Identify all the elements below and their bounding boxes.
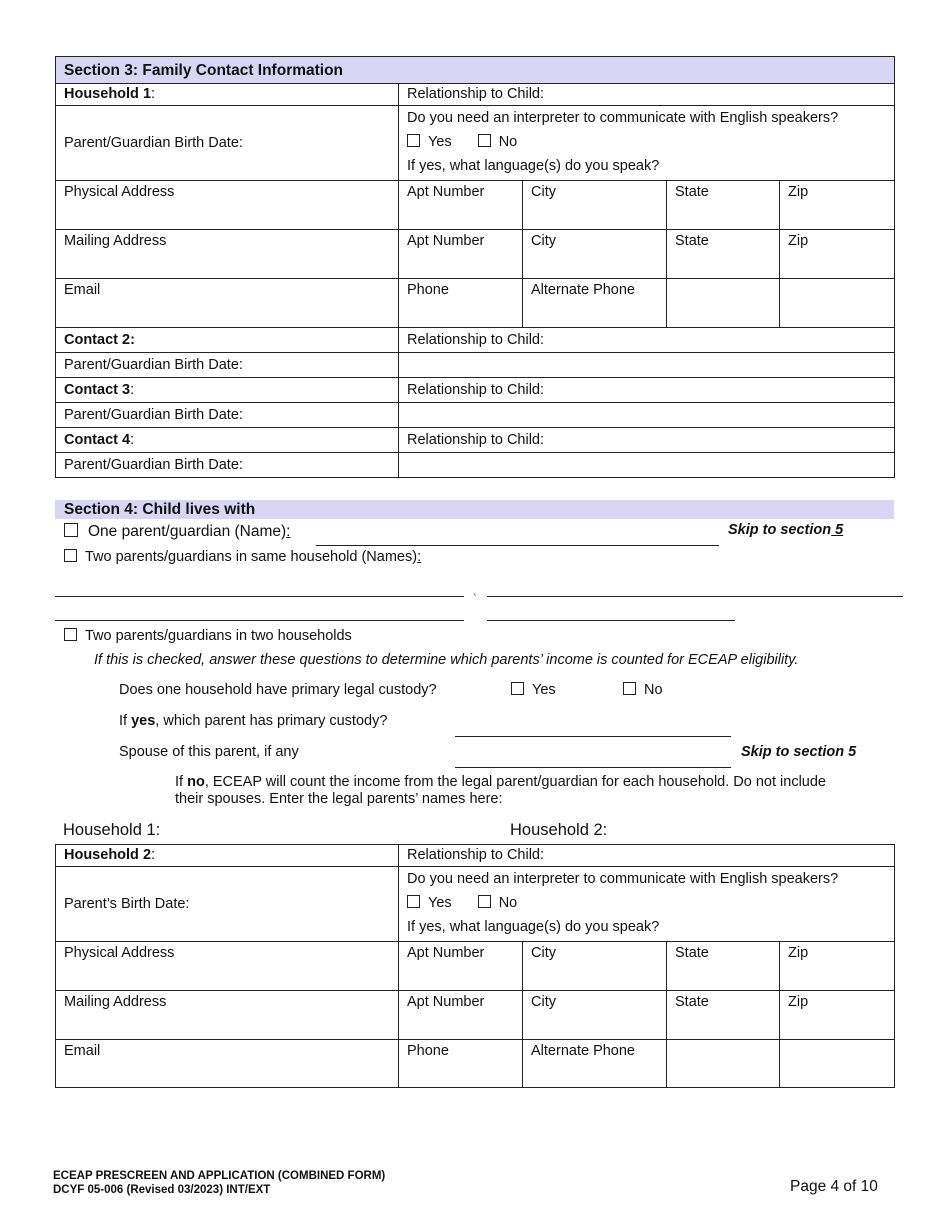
separator-mark: `	[473, 593, 477, 605]
household2-physical-address[interactable]: Physical Address	[56, 942, 399, 991]
interpreter-no-checkbox[interactable]	[478, 134, 491, 147]
contact3-relationship[interactable]: Relationship to Child:	[399, 378, 895, 403]
two-households-instructions: If this is checked, answer these questions to determine which parents’ income is counted for ECEAP eligibility.	[94, 652, 799, 668]
custody-yes-option	[511, 681, 556, 699]
household1-name-label[interactable]: Household 1:	[63, 821, 161, 839]
household1-mailing-apt[interactable]: Apt Number	[399, 230, 523, 279]
contact3-birth-date-field[interactable]	[399, 403, 895, 428]
household2-mailing-state[interactable]: State	[667, 991, 780, 1040]
household2-mailing-zip[interactable]: Zip	[780, 991, 895, 1040]
same-household-name3-line[interactable]	[55, 620, 464, 621]
household2-relationship[interactable]: Relationship to Child:	[399, 845, 895, 867]
language-question[interactable]: If yes, what language(s) do you speak?	[407, 158, 660, 174]
one-parent-checkbox[interactable]	[64, 523, 78, 537]
custody-question: Does one household have primary legal custody?	[119, 682, 437, 698]
page-number: Page 4 of 10	[790, 1178, 878, 1195]
skip-to-section5-link: Skip to section 5	[728, 522, 844, 538]
h2-interpreter-no-label: No	[498, 895, 518, 911]
household1-physical-state[interactable]: State	[667, 181, 780, 230]
household1-mailing-zip[interactable]: Zip	[780, 230, 895, 279]
one-parent-option: One parent/guardian (Name):	[64, 522, 290, 542]
household2-label: Household 2:	[56, 845, 399, 867]
custody-no-checkbox[interactable]	[623, 682, 636, 695]
h2-interpreter-yes-checkbox[interactable]	[407, 895, 420, 908]
same-household-name2-line[interactable]	[487, 596, 903, 597]
two-same-household-label: Two parents/guardians in same household (Names)	[85, 549, 418, 565]
household1-physical-zip[interactable]: Zip	[780, 181, 895, 230]
household1-physical-address[interactable]: Physical Address	[56, 181, 399, 230]
two-households-checkbox[interactable]	[64, 628, 77, 641]
contact2-birth-date[interactable]: Parent/Guardian Birth Date:	[56, 353, 399, 378]
household1-interpreter-cell	[399, 106, 895, 181]
one-parent-name-line[interactable]	[316, 545, 719, 546]
household2-physical-state[interactable]: State	[667, 942, 780, 991]
two-households-option	[64, 627, 352, 645]
household1-phone[interactable]: Phone	[399, 279, 523, 328]
contact2-relationship[interactable]: Relationship to Child:	[399, 328, 895, 353]
footer-form-title: ECEAP PRESCREEN AND APPLICATION (COMBINED FORM)	[53, 1170, 386, 1182]
household1-mailing-address[interactable]: Mailing Address	[56, 230, 399, 279]
same-household-name1-line[interactable]	[55, 596, 464, 597]
household2-phone[interactable]: Phone	[399, 1040, 523, 1088]
household2-table	[55, 844, 895, 1088]
two-households-label: Two parents/guardians in two households	[85, 628, 352, 644]
custody-no-option	[623, 681, 663, 699]
section4-title: Section 4: Child lives with	[55, 500, 894, 519]
if-no-instructions: If no, ECEAP will count the income from the legal parent/guardian for each household. Do not include their spouses. Enter the legal parents’ names here:	[175, 774, 826, 807]
household2-mailing-address[interactable]: Mailing Address	[56, 991, 399, 1040]
household1-label: Household 1:	[56, 84, 399, 106]
contact4-relationship[interactable]: Relationship to Child:	[399, 428, 895, 453]
household1-birth-date[interactable]: Parent/Guardian Birth Date:	[56, 106, 399, 181]
household2-mailing-apt[interactable]: Apt Number	[399, 991, 523, 1040]
contact4-birth-date[interactable]: Parent/Guardian Birth Date:	[56, 453, 399, 478]
household1-extra-cell-2[interactable]	[780, 279, 895, 328]
section3-title: Section 3: Family Contact Information	[56, 57, 895, 84]
contact3-birth-date[interactable]: Parent/Guardian Birth Date:	[56, 403, 399, 428]
primary-custody-question: If yes, which parent has primary custody?	[119, 713, 388, 729]
one-parent-label: One parent/guardian (Name)	[88, 523, 287, 540]
household2-birth-date[interactable]: Parent’s Birth Date:	[56, 867, 399, 942]
interpreter-no-label: No	[498, 134, 518, 150]
same-household-name4-line[interactable]	[487, 620, 735, 621]
spouse-label: Spouse of this parent, if any	[119, 744, 299, 760]
two-same-household-option: Two parents/guardians in same household (Names):	[64, 548, 421, 566]
household1-relationship[interactable]: Relationship to Child:	[399, 84, 895, 106]
household2-physical-city[interactable]: City	[523, 942, 667, 991]
household1-mailing-state[interactable]: State	[667, 230, 780, 279]
household2-email[interactable]: Email	[56, 1040, 399, 1088]
household1-extra-cell-1[interactable]	[667, 279, 780, 328]
footer-form-number: DCYF 05-006 (Revised 03/2023) INT/EXT	[53, 1184, 271, 1196]
custody-yes-checkbox[interactable]	[511, 682, 524, 695]
contact2-label: Contact 2:	[56, 328, 399, 353]
household1-email[interactable]: Email	[56, 279, 399, 328]
spouse-name-line[interactable]	[455, 767, 731, 768]
custody-no-label: No	[644, 682, 663, 698]
custody-yes-label: Yes	[532, 682, 556, 698]
contact4-birth-date-field[interactable]	[399, 453, 895, 478]
interpreter-yes-label: Yes	[428, 134, 452, 150]
household2-mailing-city[interactable]: City	[523, 991, 667, 1040]
household2-extra-cell-2[interactable]	[780, 1040, 895, 1088]
household2-alt-phone[interactable]: Alternate Phone	[523, 1040, 667, 1088]
h2-interpreter-yes-label: Yes	[428, 895, 452, 911]
skip-section5-note: Skip to section 5	[741, 744, 857, 760]
household2-extra-cell-1[interactable]	[667, 1040, 780, 1088]
two-same-household-checkbox[interactable]	[64, 549, 77, 562]
household2-physical-zip[interactable]: Zip	[780, 942, 895, 991]
household1-physical-apt[interactable]: Apt Number	[399, 181, 523, 230]
household1-alt-phone[interactable]: Alternate Phone	[523, 279, 667, 328]
contact3-label: Contact 3:	[56, 378, 399, 403]
section3-table	[55, 56, 895, 478]
interpreter-question: Do you need an interpreter to communicate with English speakers?	[407, 110, 839, 126]
primary-custody-parent-line[interactable]	[455, 736, 731, 737]
household1-mailing-city[interactable]: City	[523, 230, 667, 279]
interpreter-yes-checkbox[interactable]	[407, 134, 420, 147]
household2-physical-apt[interactable]: Apt Number	[399, 942, 523, 991]
contact4-label: Contact 4:	[56, 428, 399, 453]
h2-language-question[interactable]: If yes, what language(s) do you speak?	[407, 919, 660, 935]
contact2-birth-date-field[interactable]	[399, 353, 895, 378]
h2-interpreter-no-checkbox[interactable]	[478, 895, 491, 908]
household1-physical-city[interactable]: City	[523, 181, 667, 230]
household2-interpreter-cell	[399, 867, 895, 942]
h2-interpreter-question: Do you need an interpreter to communicate with English speakers?	[407, 871, 839, 887]
footer-form-info	[53, 1169, 385, 1197]
household2-name-label[interactable]: Household 2:	[510, 821, 608, 839]
